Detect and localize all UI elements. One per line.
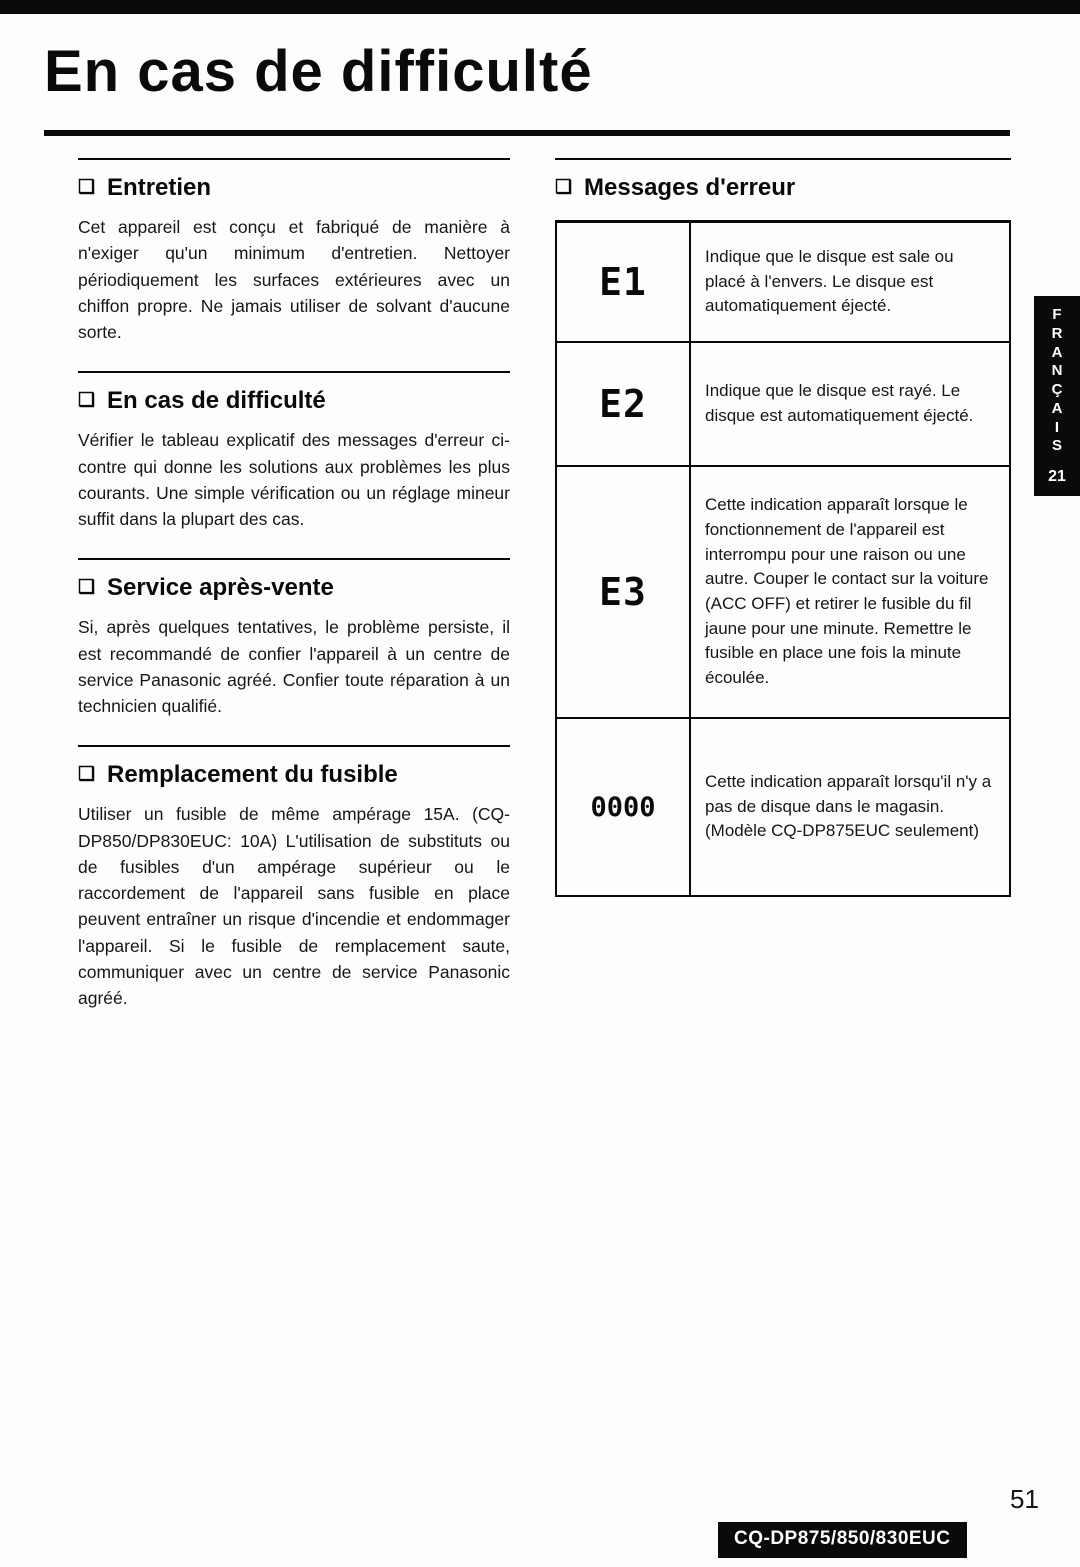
language-letter: F (1052, 306, 1062, 323)
square-bullet-icon: ❑ (78, 176, 96, 198)
page-title: En cas de difficulté (44, 39, 593, 104)
section-heading (78, 761, 510, 789)
section-messages-derreur-heading (555, 158, 1011, 202)
section-remplacement-du-fusible (78, 745, 510, 1011)
language-letter: Ç (1051, 381, 1063, 398)
language-letter: I (1054, 418, 1060, 436)
error-description: Cette indication apparaît lorsqu'il n'y a pas de disque dans le magasin. (Modèle CQ-DP875EUC seulement) (705, 772, 992, 841)
section-heading-text: Entretien (107, 174, 212, 201)
section-heading-text: En cas de difficulté (107, 387, 326, 415)
model-number-badge: CQ-DP875/850/830EUC (718, 1522, 967, 1558)
page-number: 51 (1010, 1484, 1039, 1514)
right-column (555, 158, 1011, 897)
language-tab-page-number: 21 (1048, 468, 1066, 485)
section-entretien (78, 158, 510, 345)
section-body: Utiliser un fusible de même ampérage 15A. (CQ-DP850/DP830EUC: 10A) L'utilisation de substituts ou de fusibles d'un ampérage supérieur ou le raccordement de l'appareil sans fusible en place peuvent entraîner un risque d'incendie et endommager l'appareil. Si le fusible de remplacement saute, communiquer avec un centre de service Panasonic agréé. (78, 804, 510, 1008)
language-letter: S (1051, 437, 1062, 455)
error-description: Cette indication apparaît lorsque le fonctionnement de l'appareil est interrompu pour une raison ou une autre. Couper le contact sur la voiture (ACC OFF) et retirer le fusible du fil jaune pour une minute. Remettre le fusible en place une fois la minute écoulée. (705, 495, 989, 687)
error-description-cell (691, 223, 1009, 341)
square-bullet-icon: ❑ (78, 576, 96, 598)
error-code-cell (557, 719, 691, 895)
section-heading (78, 174, 510, 202)
error-description: Indique que le disque est rayé. Le disque est automatiquement éjecté. (705, 381, 974, 425)
language-letter: N (1051, 362, 1063, 380)
left-column (78, 158, 510, 1037)
language-letter: R (1051, 324, 1063, 342)
error-code-cell (557, 343, 691, 465)
seven-segment-code-e2: E2 (599, 382, 647, 426)
table-row (557, 223, 1009, 343)
error-description-cell (691, 719, 1009, 895)
seven-segment-code-0000: 0000 (590, 791, 656, 823)
section-heading (78, 574, 510, 602)
seven-segment-code-e3: E3 (599, 570, 647, 614)
section-en-cas-de-difficulte (78, 371, 510, 532)
section-heading (78, 387, 510, 415)
table-row (557, 467, 1009, 719)
section-body: Cet appareil est conçu et fabriqué de manière à n'exiger qu'un minimum d'entretien. Nettoyer périodiquement les surfaces extérieures avec un chiffon propre. Ne jamais utiliser de solvant d'aucune sorte. (78, 217, 510, 342)
language-tab-francais (1034, 296, 1080, 496)
seven-segment-code-e1: E1 (599, 260, 647, 304)
error-message-table (555, 220, 1011, 897)
language-letter: A (1051, 399, 1063, 417)
error-description: Indique que le disque est sale ou placé à l'envers. Le disque est automatiquement éjecté. (705, 247, 954, 316)
section-body: Si, après quelques tentatives, le problème persiste, il est recommandé de confier l'appareil à un centre de service Panasonic agréé. Confier toute réparation à un technicien qualifié. (78, 617, 510, 716)
title-rule (44, 130, 1010, 136)
top-black-bar (0, 0, 1080, 14)
section-heading-text: Service après-vente (107, 574, 334, 602)
language-letter: A (1051, 343, 1063, 361)
square-bullet-icon: ❑ (78, 763, 96, 785)
table-row (557, 343, 1009, 467)
section-heading-text: Messages d'erreur (584, 174, 796, 201)
table-row (557, 719, 1009, 895)
section-service-apres-vente (78, 558, 510, 719)
error-description-cell (691, 343, 1009, 465)
section-heading-text: Remplacement du fusible (107, 761, 398, 789)
error-code-cell (557, 467, 691, 717)
error-code-cell (557, 223, 691, 341)
square-bullet-icon: ❑ (78, 389, 96, 411)
error-description-cell (691, 467, 1009, 717)
section-body: Vérifier le tableau explicatif des messages d'erreur ci-contre qui donne les solutions aux problèmes les plus courants. Une simple vérification ou un réglage mineur suffit dans la plupart des cas. (78, 430, 510, 529)
square-bullet-icon: ❑ (555, 176, 573, 198)
